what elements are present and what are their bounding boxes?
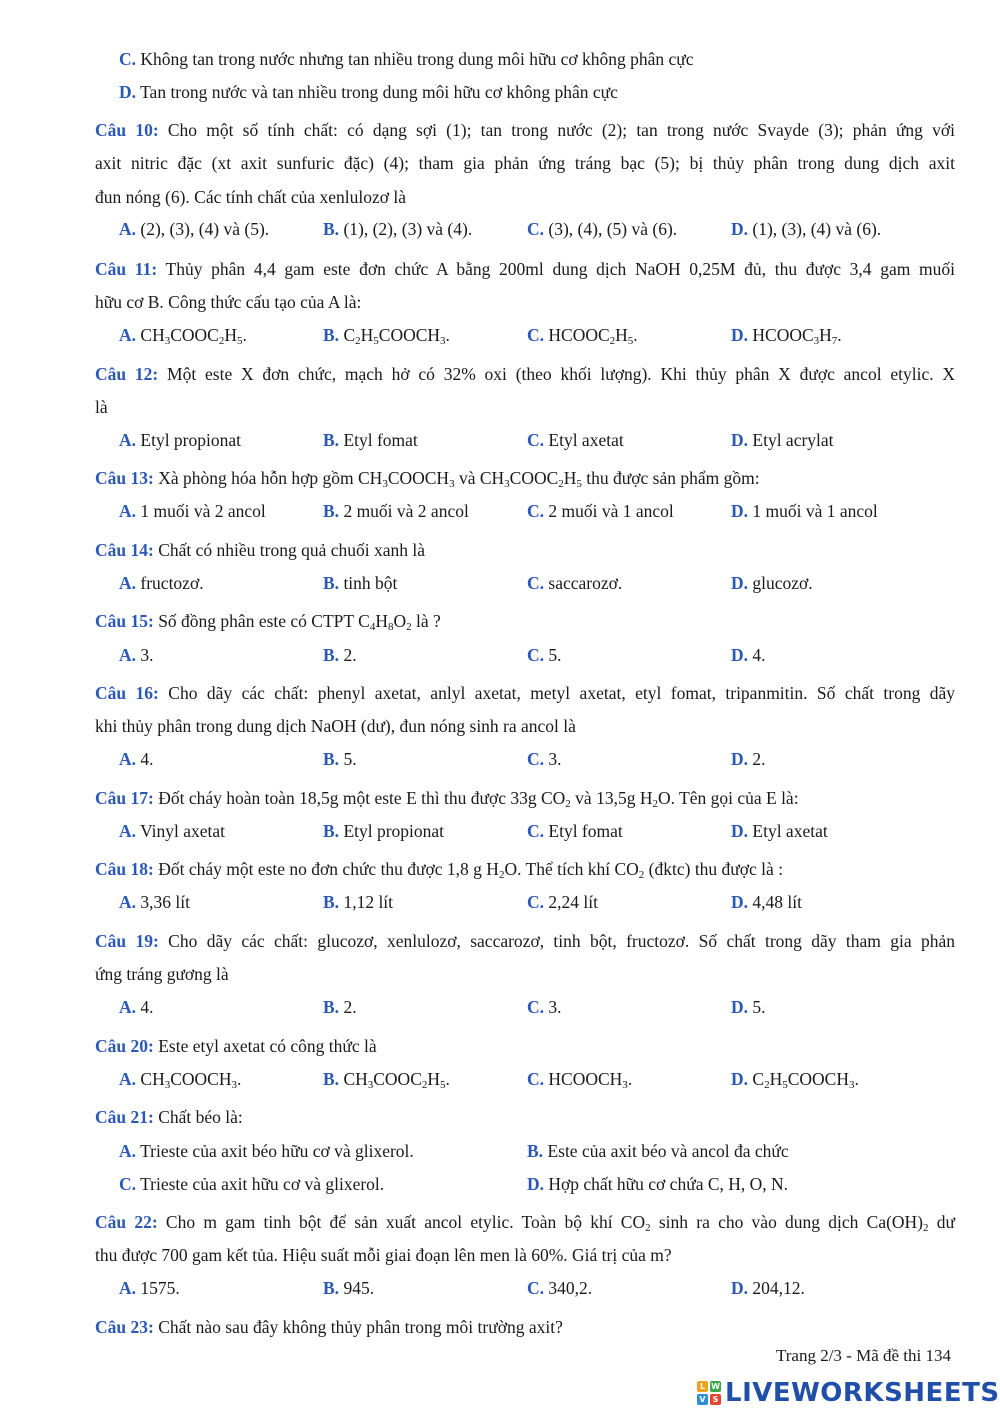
- q15-option-c[interactable]: C. 5.: [527, 645, 562, 665]
- q20-option-d[interactable]: D. $C_2H_5COOCH_3$.: [731, 1069, 859, 1091]
- q10-stem-line2: axit nitric đặc (xt axit sunfuric đặc) (4); tham gia phản ứng tráng bạc (5); bị thủy phân trong dung dịch axit: [95, 153, 955, 173]
- q12-option-d[interactable]: D. Etyl acrylat: [731, 430, 834, 450]
- q17-option-c[interactable]: C. Etyl fomat: [527, 821, 623, 841]
- q15-option-d[interactable]: D. 4.: [731, 645, 766, 665]
- q14-option-b[interactable]: B. tinh bột: [323, 573, 398, 593]
- q16-option-a[interactable]: A. 4.: [119, 749, 154, 769]
- q9-option-d[interactable]: D. Tan trong nước và tan nhiều trong dung môi hữu cơ không phân cực: [119, 82, 618, 102]
- q17-option-a[interactable]: A. Vinyl axetat: [119, 821, 226, 841]
- q21-option-a[interactable]: A. Trieste của axit béo hữu cơ và glixerol.: [119, 1141, 414, 1161]
- q9-option-c[interactable]: C. Không tan trong nước nhưng tan nhiều trong dung môi hữu cơ không phân cực: [119, 49, 694, 69]
- q10-stem-line1: Câu 10: Cho một số tính chất: có dạng sợi (1); tan trong nước (2); tan trong nước Svayde (3); phản ứng với: [95, 120, 955, 140]
- q13-stem: Câu 13: Xà phòng hóa hỗn hợp gồm $CH_3COOCH_3$ và $CH_3COOC_2H_5$ thu được sản phẩm gồm:: [95, 468, 760, 490]
- q10-stem-line3: đun nóng (6). Các tính chất của xenlulozơ là: [95, 187, 407, 207]
- q12-option-a[interactable]: A. Etyl propionat: [119, 430, 241, 450]
- q20-option-a[interactable]: A. $CH_3COOCH_3$.: [119, 1069, 242, 1091]
- q21-option-d[interactable]: D. Hợp chất hữu cơ chứa C, H, O, N.: [527, 1174, 789, 1194]
- q13-option-a[interactable]: A. 1 muối và 2 ancol: [119, 501, 266, 521]
- q18-option-c[interactable]: C. 2,24 lít: [527, 892, 598, 912]
- q14-stem: Câu 14: Chất có nhiều trong quả chuối xanh là: [95, 540, 426, 560]
- q22-option-c[interactable]: C. 340,2.: [527, 1278, 593, 1298]
- q12-stem-line2: là: [95, 397, 108, 417]
- liveworksheets-mark-icon: L W V S: [697, 1381, 721, 1405]
- logo-text: LIVEWORKSHEETS: [725, 1378, 1000, 1408]
- liveworksheets-logo: [697, 1378, 1000, 1408]
- q13-option-c[interactable]: C. 2 muối và 1 ancol: [527, 501, 674, 521]
- q14-option-a[interactable]: A. fructozơ.: [119, 573, 204, 593]
- q21-stem: Câu 21: Chất béo là:: [95, 1107, 243, 1127]
- q23-stem: Câu 23: Chất nào sau đây không thủy phân trong môi trường axit?: [95, 1317, 563, 1337]
- q12-stem-line1: Câu 12: Một este X đơn chức, mạch hở có 32% oxi (theo khối lượng). Khi thủy phân X được ancol etylic. X: [95, 364, 956, 384]
- q19-option-b[interactable]: B. 2.: [323, 997, 357, 1017]
- q21-option-c[interactable]: C. Trieste của axit hữu cơ và glixerol.: [119, 1174, 385, 1194]
- q16-stem-line2: khi thủy phân trong dung dịch NaOH (dư), đun nóng sinh ra ancol là: [95, 716, 576, 736]
- page-footer: Trang 2/3 - Mã đề thi 134: [775, 1346, 951, 1365]
- q19-stem-line1: Câu 19: Cho dãy các chất: glucozơ, xenlulozơ, saccarozơ, tinh bột, fructozơ. Số chất trong dãy tham gia phản: [95, 931, 956, 951]
- q18-stem: Câu 18: Đốt cháy một este no đơn chức thu được 1,8 g $H_2O$. Thể tích khí $CO_2$ (đktc) thu được là :: [95, 859, 784, 881]
- q14-option-d[interactable]: D. glucozơ.: [731, 573, 813, 593]
- q11-stem-line1: Câu 11: Thủy phân 4,4 gam este đơn chức A bằng 200ml dung dịch NaOH 0,25M đủ, thu được 3,4 gam muối: [95, 259, 956, 279]
- q18-option-d[interactable]: D. 4,48 lít: [731, 892, 802, 912]
- q11-option-d[interactable]: D. $HCOOC_3H_7$.: [731, 325, 842, 347]
- q13-option-d[interactable]: D. 1 muối và 1 ancol: [731, 501, 878, 521]
- q11-option-a[interactable]: A. $CH_3COOC_2H_5$.: [119, 325, 247, 347]
- q17-option-d[interactable]: D. Etyl axetat: [731, 821, 828, 841]
- q20-option-c[interactable]: C. $HCOOCH_3$.: [527, 1069, 633, 1091]
- q22-stem-line2: thu được 700 gam kết tủa. Hiệu suất mỗi giai đoạn lên men là 60%. Giá trị của m?: [95, 1245, 672, 1265]
- q10-option-c[interactable]: C. (3), (4), (5) và (6).: [527, 219, 678, 239]
- q19-stem-line2: ứng tráng gương là: [95, 964, 229, 984]
- q19-option-d[interactable]: D. 5.: [731, 997, 766, 1017]
- q10-option-a[interactable]: A. (2), (3), (4) và (5).: [119, 219, 270, 239]
- q11-option-c[interactable]: C. $HCOOC_2H_5$.: [527, 325, 638, 347]
- q15-option-b[interactable]: B. 2.: [323, 645, 357, 665]
- q16-stem-line1: Câu 16: Cho dãy các chất: phenyl axetat, anlyl axetat, metyl axetat, etyl fomat, tripanmitin. Số chất trong dãy: [95, 683, 956, 703]
- q22-option-a[interactable]: A. 1575.: [119, 1278, 180, 1298]
- q12-option-b[interactable]: B. Etyl fomat: [323, 430, 418, 450]
- q19-option-a[interactable]: A. 4.: [119, 997, 154, 1017]
- q20-option-b[interactable]: B. $CH_3COOC_2H_5$.: [323, 1069, 450, 1091]
- q22-option-d[interactable]: D. 204,12.: [731, 1278, 805, 1298]
- q16-option-d[interactable]: D. 2.: [731, 749, 766, 769]
- q11-option-b[interactable]: B. $C_2H_5COOCH_3$.: [323, 325, 450, 347]
- q17-option-b[interactable]: B. Etyl propionat: [323, 821, 445, 841]
- q22-stem-line1: Câu 22: Cho m gam tinh bột để sản xuất ancol etylic. Toàn bộ khí $CO_2$ sinh ra cho vào dung dịch $Ca(OH)_2$ dư: [95, 1212, 955, 1234]
- q18-option-a[interactable]: A. 3,36 lít: [119, 892, 190, 912]
- q11-stem-line2: hữu cơ B. Công thức cấu tạo của A là:: [95, 292, 362, 312]
- q18-option-b[interactable]: B. 1,12 lít: [323, 892, 394, 912]
- q10-option-b[interactable]: B. (1), (2), (3) và (4).: [323, 219, 473, 239]
- q15-stem: Câu 15: Số đồng phân este có CTPT $C_4H_8O_2$ là ?: [95, 611, 441, 633]
- q16-option-c[interactable]: C. 3.: [527, 749, 562, 769]
- q15-option-a[interactable]: A. 3.: [119, 645, 154, 665]
- q22-option-b[interactable]: B. 945.: [323, 1278, 375, 1298]
- q12-option-c[interactable]: C. Etyl axetat: [527, 430, 624, 450]
- q10-option-d[interactable]: D. (1), (3), (4) và (6).: [731, 219, 882, 239]
- q16-option-b[interactable]: B. 5.: [323, 749, 357, 769]
- q20-stem: Câu 20: Este etyl axetat có công thức là: [95, 1036, 377, 1056]
- q13-option-b[interactable]: B. 2 muối và 2 ancol: [323, 501, 469, 521]
- q19-option-c[interactable]: C. 3.: [527, 997, 562, 1017]
- q14-option-c[interactable]: C. saccarozơ.: [527, 573, 623, 593]
- q17-stem: Câu 17: Đốt cháy hoàn toàn 18,5g một este E thì thu được 33g $CO_2$ và 13,5g $H_2O$. Tên gọi của E là:: [95, 788, 799, 810]
- q21-option-b[interactable]: B. Este của axit béo và ancol đa chức: [527, 1141, 789, 1161]
